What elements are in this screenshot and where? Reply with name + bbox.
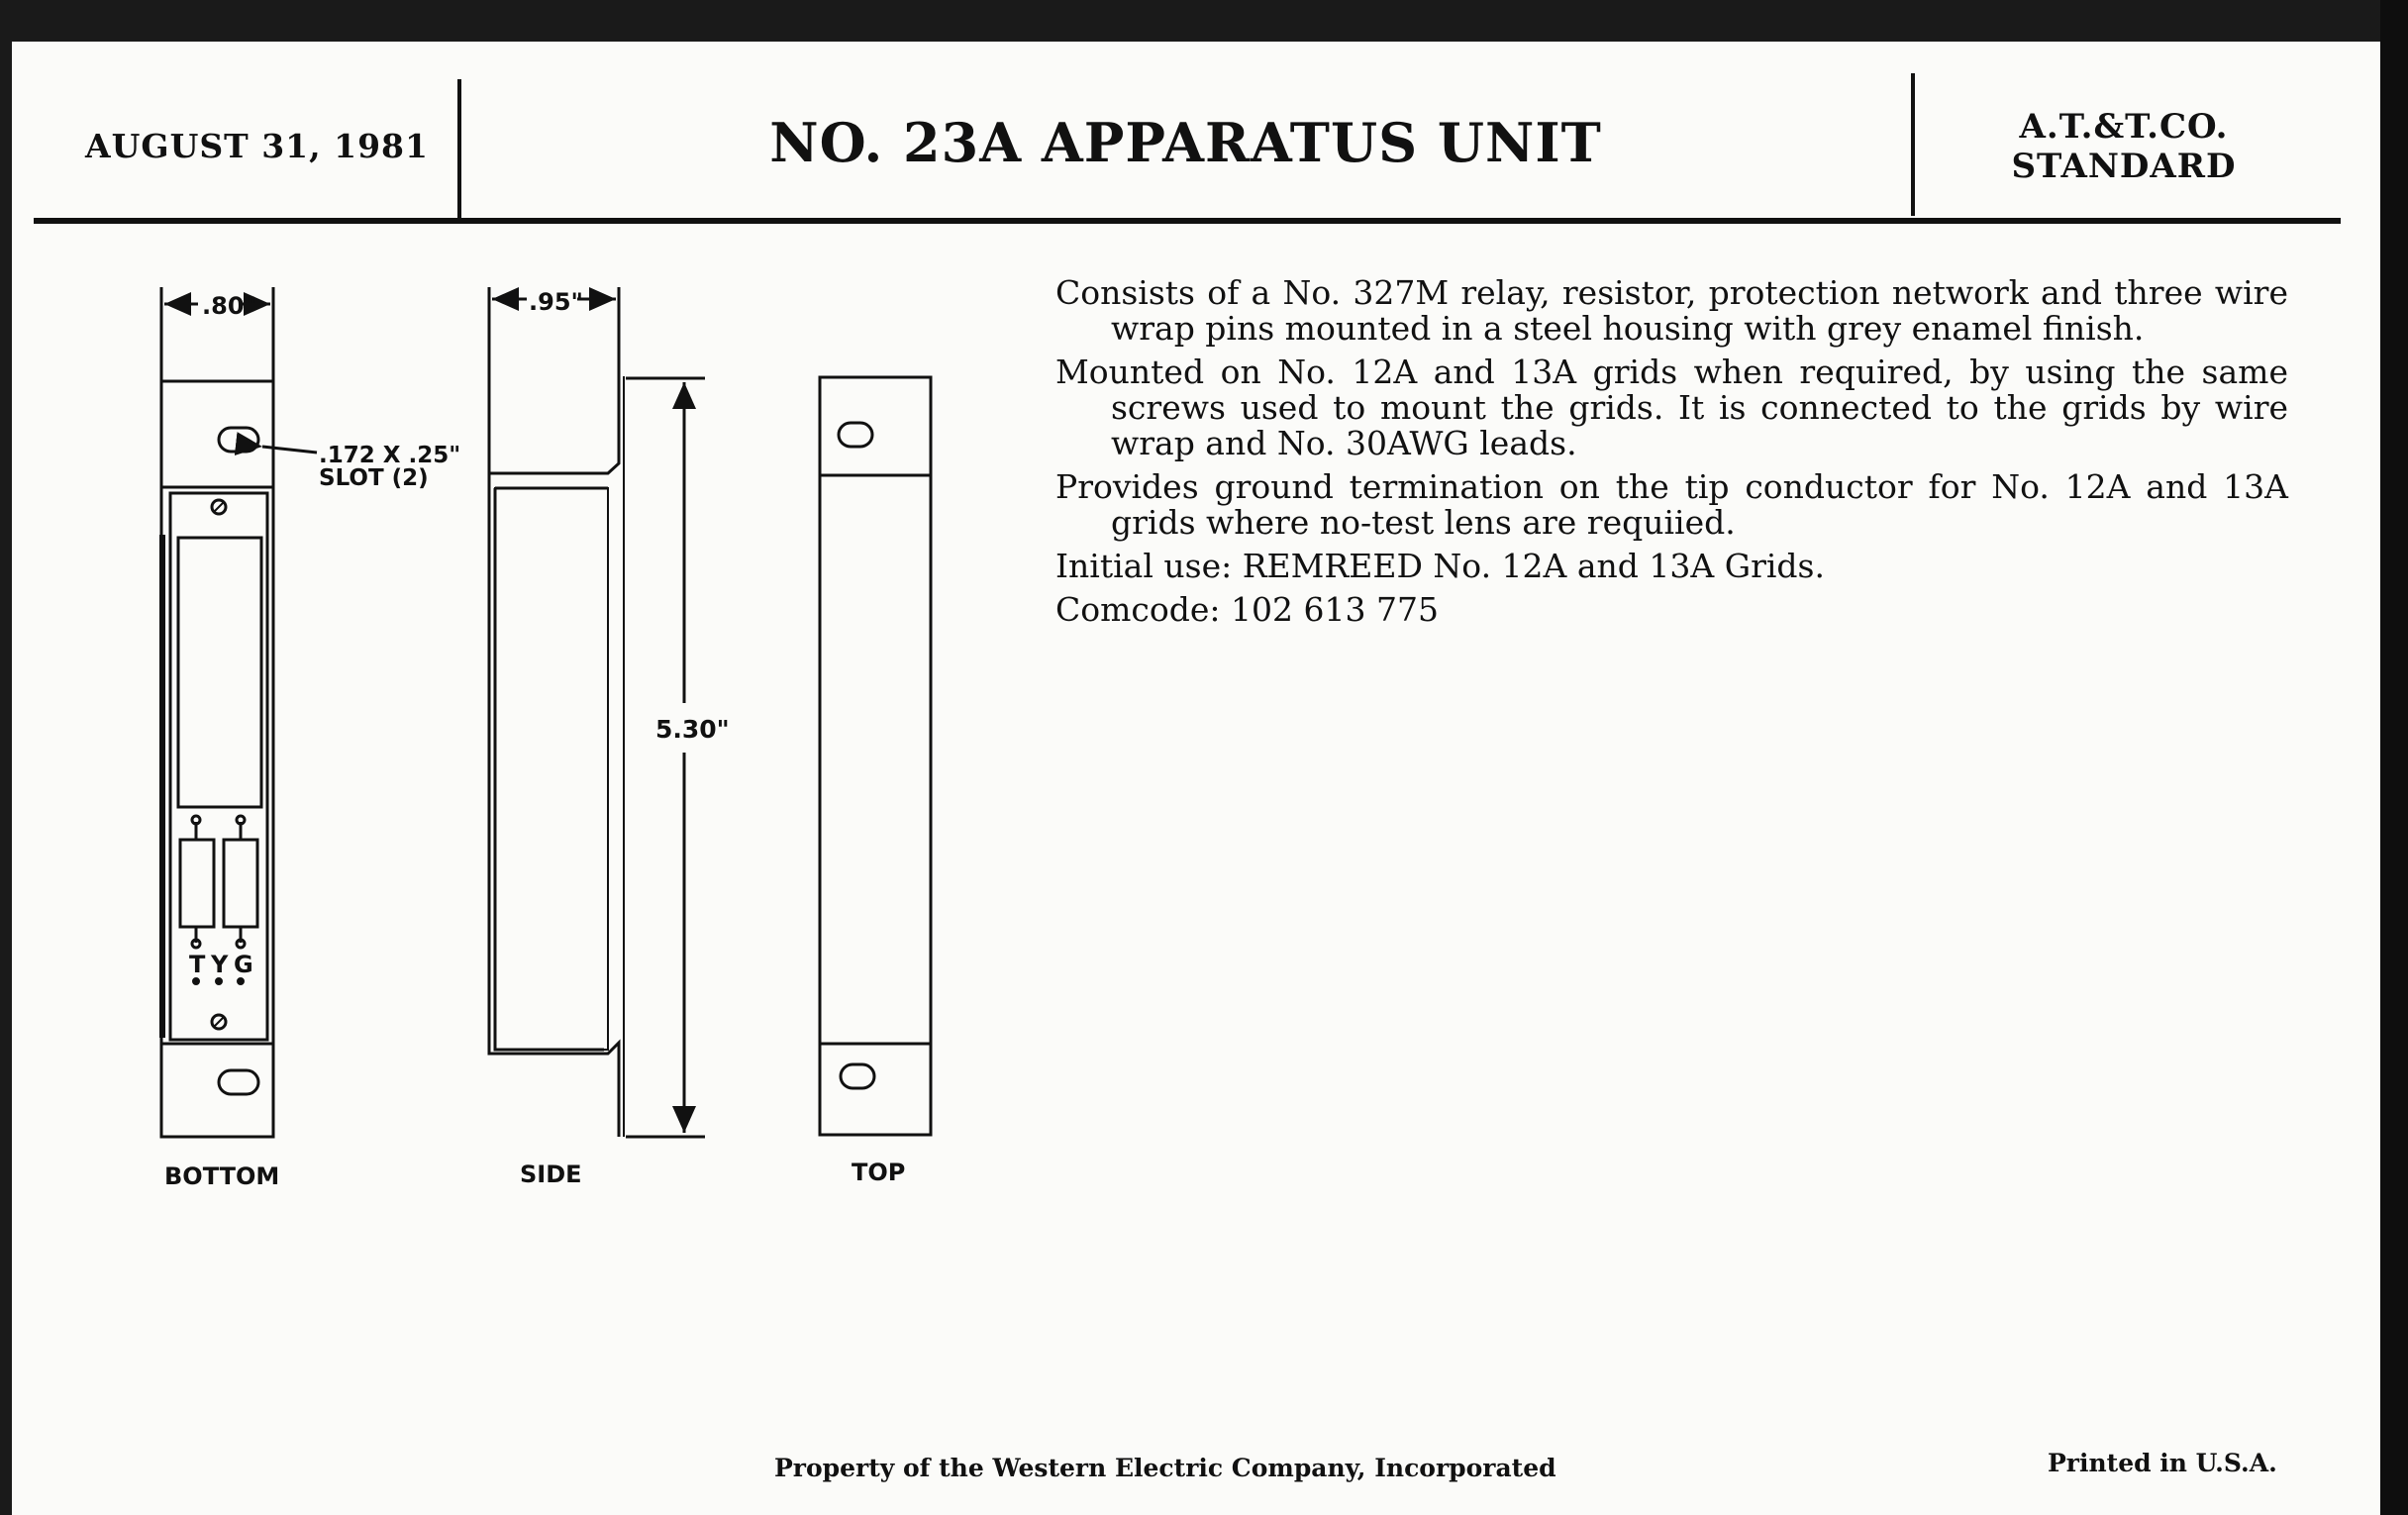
slot-label-line1: .172 X .25" [319,443,461,468]
apparatus-drawing [0,0,1030,1238]
view-label-bottom: BOTTOM [164,1162,280,1190]
page-title: NO. 23A APPARATUS UNIT [769,111,1602,174]
description-mounting: Mounted on No. 12A and 13A grids when required, by using the same screws used to mount the grids. It is connected to the grids by wire wrap and No. 30AWG leads. [1055,353,2288,462]
footer-property: Property of the Western Electric Company, Incorporated [774,1454,1556,1482]
top-view [820,377,931,1135]
side-view [489,287,705,1137]
description [1055,275,2288,636]
standard-line-1: A.T.&T.CO. [2019,107,2229,147]
dim-width-bottom: .80" [202,292,257,320]
scan-edge [2380,0,2408,1515]
description-initial-use: Initial use: REMREED No. 12A and 13A Grids. [1055,547,1825,585]
header-divider-right [1911,73,1915,216]
description-comcode: Comcode: 102 613 775 [1055,590,1439,629]
header-date: AUGUST 31, 1981 [85,127,429,165]
view-label-side: SIDE [520,1161,582,1188]
slot-label-line2: SLOT (2) [319,465,429,491]
footer-printed: Printed in U.S.A. [2048,1449,2277,1477]
standard-label [1941,107,2307,186]
dim-height: 5.30" [655,715,730,744]
terminal-t: T [189,951,206,978]
terminal-y: Y [211,951,229,978]
standard-line-2: STANDARD [2011,147,2237,186]
view-label-top: TOP [852,1159,906,1186]
dim-width-side: .95" [529,288,584,316]
bottom-view [161,287,317,1137]
description-consists: Consists of a No. 327M relay, resistor, protection network and three wire wrap pins mounted in a steel housing with grey enamel finish. [1055,273,2288,348]
terminal-g: G [234,951,253,978]
description-ground: Provides ground termination on the tip conductor for No. 12A and 13A grids where no-test lens are requiied. [1055,467,2288,542]
